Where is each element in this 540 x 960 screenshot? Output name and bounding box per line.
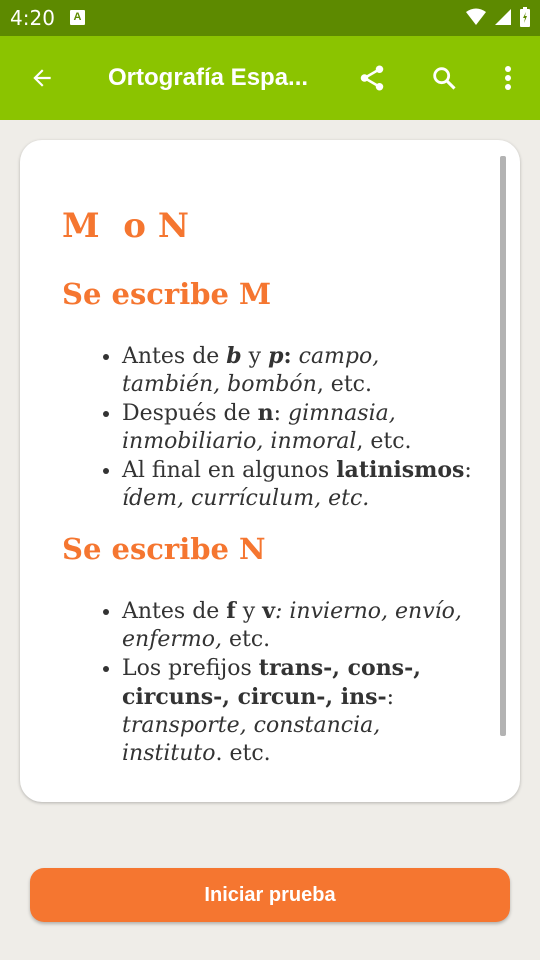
lesson-content [62,200,472,768]
share-button[interactable] [352,58,392,98]
status-icons [466,7,530,27]
scrollbar[interactable] [500,156,506,736]
back-arrow-icon [29,65,55,91]
list-item: • Al final en algunos latinismos: ídem, currículum, etc. [122,456,472,513]
section-n-list [62,597,472,768]
section-m-list [62,342,472,513]
app-title: Ortografía Espa... [108,64,309,91]
back-button[interactable] [22,58,62,98]
section-m-heading: Se escribe M [62,277,272,311]
notification-icon: A [70,10,85,25]
lesson-title: M o N [62,206,189,246]
more-vert-icon [504,65,512,91]
section-n-heading: Se escribe N [62,532,266,566]
signal-icon [494,8,512,26]
share-icon [357,63,387,93]
list-item: • Los prefijos trans-, cons-, circuns-, circun-, ins-: transporte, constancia, instituto. etc. [122,654,472,768]
lesson-card[interactable] [20,140,520,802]
list-item: • Antes de f y v: invierno, envío, enfermo, etc. [122,597,472,654]
more-options-button[interactable] [488,58,528,98]
battery-icon [520,7,530,27]
search-button[interactable] [424,58,464,98]
search-icon [430,64,458,92]
wifi-icon [466,8,486,26]
start-test-button[interactable]: Iniciar prueba [30,868,510,922]
status-bar [0,0,540,36]
list-item: • Después de n: gimnasia, inmobiliario, inmoral, etc. [122,399,472,456]
app-bar [0,36,540,120]
list-item: • Antes de b y p: campo, también, bombón, etc. [122,342,472,399]
status-time: 4:20 [10,6,55,30]
